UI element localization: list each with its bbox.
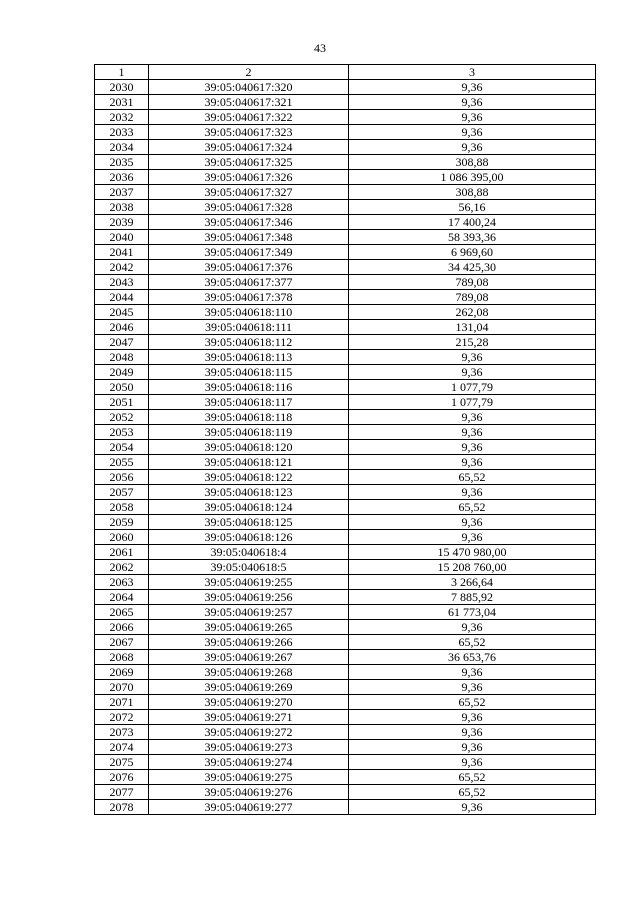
value-cell: 65,52 <box>349 770 596 785</box>
value-cell: 789,08 <box>349 275 596 290</box>
value-cell: 1 086 395,00 <box>349 170 596 185</box>
value-cell: 9,36 <box>349 710 596 725</box>
cadastral-number-cell: 39:05:040617:327 <box>149 185 349 200</box>
row-number-cell: 2037 <box>95 185 149 200</box>
table-row <box>95 380 596 395</box>
row-number-cell: 2077 <box>95 785 149 800</box>
cadastral-number-cell: 39:05:040617:320 <box>149 80 349 95</box>
row-number-cell: 2073 <box>95 725 149 740</box>
value-cell: 65,52 <box>349 695 596 710</box>
value-cell: 61 773,04 <box>349 605 596 620</box>
table-row <box>95 230 596 245</box>
cadastral-number-cell: 39:05:040619:276 <box>149 785 349 800</box>
cadastral-number-cell: 39:05:040618:125 <box>149 515 349 530</box>
table-row <box>95 785 596 800</box>
value-cell: 9,36 <box>349 410 596 425</box>
row-number-cell: 2071 <box>95 695 149 710</box>
cadastral-number-cell: 39:05:040617:322 <box>149 110 349 125</box>
value-cell: 308,88 <box>349 185 596 200</box>
table-row <box>95 755 596 770</box>
cadastral-number-cell: 39:05:040619:255 <box>149 575 349 590</box>
row-number-cell: 2070 <box>95 680 149 695</box>
column-header-3: 3 <box>349 65 596 80</box>
cadastral-number-cell: 39:05:040618:110 <box>149 305 349 320</box>
table-row <box>95 125 596 140</box>
table-row <box>95 200 596 215</box>
cadastral-number-cell: 39:05:040617:346 <box>149 215 349 230</box>
row-number-cell: 2072 <box>95 710 149 725</box>
cadastral-number-cell: 39:05:040617:349 <box>149 245 349 260</box>
value-cell: 9,36 <box>349 440 596 455</box>
table-row <box>95 335 596 350</box>
value-cell: 65,52 <box>349 500 596 515</box>
value-cell: 9,36 <box>349 740 596 755</box>
row-number-cell: 2058 <box>95 500 149 515</box>
table-row <box>95 740 596 755</box>
value-cell: 131,04 <box>349 320 596 335</box>
value-cell: 9,36 <box>349 140 596 155</box>
table-row <box>95 680 596 695</box>
row-number-cell: 2075 <box>95 755 149 770</box>
value-cell: 9,36 <box>349 800 596 815</box>
cadastral-number-cell: 39:05:040619:277 <box>149 800 349 815</box>
row-number-cell: 2046 <box>95 320 149 335</box>
row-number-cell: 2044 <box>95 290 149 305</box>
cadastral-number-cell: 39:05:040618:117 <box>149 395 349 410</box>
cadastral-number-cell: 39:05:040619:275 <box>149 770 349 785</box>
cadastral-number-cell: 39:05:040617:321 <box>149 95 349 110</box>
value-cell: 9,36 <box>349 350 596 365</box>
table-row <box>95 275 596 290</box>
value-cell: 1 077,79 <box>349 395 596 410</box>
table-row <box>95 590 596 605</box>
row-number-cell: 2056 <box>95 470 149 485</box>
row-number-cell: 2078 <box>95 800 149 815</box>
row-number-cell: 2062 <box>95 560 149 575</box>
cadastral-number-cell: 39:05:040618:5 <box>149 560 349 575</box>
cadastral-number-cell: 39:05:040618:123 <box>149 485 349 500</box>
cadastral-number-cell: 39:05:040619:265 <box>149 620 349 635</box>
row-number-cell: 2034 <box>95 140 149 155</box>
table-row <box>95 470 596 485</box>
cadastral-number-cell: 39:05:040619:267 <box>149 650 349 665</box>
value-cell: 9,36 <box>349 455 596 470</box>
value-cell: 215,28 <box>349 335 596 350</box>
table-row <box>95 185 596 200</box>
row-number-cell: 2066 <box>95 620 149 635</box>
cadastral-number-cell: 39:05:040618:121 <box>149 455 349 470</box>
table-row <box>95 290 596 305</box>
table-row <box>95 350 596 365</box>
row-number-cell: 2054 <box>95 440 149 455</box>
cadastral-number-cell: 39:05:040618:124 <box>149 500 349 515</box>
row-number-cell: 2049 <box>95 365 149 380</box>
row-number-cell: 2032 <box>95 110 149 125</box>
table-row <box>95 575 596 590</box>
parcel-table <box>94 64 596 815</box>
row-number-cell: 2052 <box>95 410 149 425</box>
row-number-cell: 2047 <box>95 335 149 350</box>
value-cell: 56,16 <box>349 200 596 215</box>
table-row <box>95 725 596 740</box>
table-row <box>95 605 596 620</box>
row-number-cell: 2043 <box>95 275 149 290</box>
cadastral-number-cell: 39:05:040619:271 <box>149 710 349 725</box>
row-number-cell: 2064 <box>95 590 149 605</box>
value-cell: 9,36 <box>349 620 596 635</box>
value-cell: 9,36 <box>349 530 596 545</box>
cadastral-number-cell: 39:05:040617:328 <box>149 200 349 215</box>
table-row <box>95 455 596 470</box>
value-cell: 9,36 <box>349 80 596 95</box>
value-cell: 262,08 <box>349 305 596 320</box>
cadastral-number-cell: 39:05:040619:274 <box>149 755 349 770</box>
row-number-cell: 2059 <box>95 515 149 530</box>
row-number-cell: 2074 <box>95 740 149 755</box>
value-cell: 308,88 <box>349 155 596 170</box>
cadastral-number-cell: 39:05:040617:378 <box>149 290 349 305</box>
row-number-cell: 2065 <box>95 605 149 620</box>
cadastral-number-cell: 39:05:040619:257 <box>149 605 349 620</box>
header-row <box>95 65 596 80</box>
table-row <box>95 560 596 575</box>
row-number-cell: 2067 <box>95 635 149 650</box>
page-number: 43 <box>314 41 326 55</box>
cadastral-number-cell: 39:05:040619:273 <box>149 740 349 755</box>
row-number-cell: 2057 <box>95 485 149 500</box>
row-number-cell: 2068 <box>95 650 149 665</box>
table-row <box>95 395 596 410</box>
table-row <box>95 95 596 110</box>
value-cell: 9,36 <box>349 755 596 770</box>
row-number-cell: 2033 <box>95 125 149 140</box>
value-cell: 3 266,64 <box>349 575 596 590</box>
column-header-2: 2 <box>149 65 349 80</box>
cadastral-number-cell: 39:05:040618:120 <box>149 440 349 455</box>
row-number-cell: 2038 <box>95 200 149 215</box>
cadastral-number-cell: 39:05:040618:111 <box>149 320 349 335</box>
cadastral-number-cell: 39:05:040619:272 <box>149 725 349 740</box>
table-row <box>95 500 596 515</box>
value-cell: 65,52 <box>349 785 596 800</box>
cadastral-number-cell: 39:05:040617:323 <box>149 125 349 140</box>
value-cell: 9,36 <box>349 95 596 110</box>
column-header-1: 1 <box>95 65 149 80</box>
value-cell: 9,36 <box>349 425 596 440</box>
cadastral-number-cell: 39:05:040618:122 <box>149 470 349 485</box>
table-row <box>95 170 596 185</box>
value-cell: 65,52 <box>349 635 596 650</box>
row-number-cell: 2035 <box>95 155 149 170</box>
cadastral-number-cell: 39:05:040619:268 <box>149 665 349 680</box>
table-row <box>95 800 596 815</box>
value-cell: 9,36 <box>349 725 596 740</box>
cadastral-number-cell: 39:05:040619:256 <box>149 590 349 605</box>
table-row <box>95 485 596 500</box>
row-number-cell: 2069 <box>95 665 149 680</box>
value-cell: 9,36 <box>349 665 596 680</box>
cadastral-number-cell: 39:05:040618:116 <box>149 380 349 395</box>
cadastral-number-cell: 39:05:040618:4 <box>149 545 349 560</box>
cadastral-number-cell: 39:05:040618:113 <box>149 350 349 365</box>
value-cell: 9,36 <box>349 125 596 140</box>
value-cell: 1 077,79 <box>349 380 596 395</box>
table-row <box>95 515 596 530</box>
table-row <box>95 710 596 725</box>
row-number-cell: 2055 <box>95 455 149 470</box>
value-cell: 9,36 <box>349 485 596 500</box>
cadastral-number-cell: 39:05:040618:119 <box>149 425 349 440</box>
row-number-cell: 2041 <box>95 245 149 260</box>
table-row <box>95 770 596 785</box>
table-row <box>95 620 596 635</box>
table-row <box>95 80 596 95</box>
value-cell: 58 393,36 <box>349 230 596 245</box>
row-number-cell: 2030 <box>95 80 149 95</box>
cadastral-number-cell: 39:05:040617:348 <box>149 230 349 245</box>
cadastral-number-cell: 39:05:040617:377 <box>149 275 349 290</box>
table-row <box>95 110 596 125</box>
value-cell: 6 969,60 <box>349 245 596 260</box>
cadastral-number-cell: 39:05:040618:118 <box>149 410 349 425</box>
table-row <box>95 425 596 440</box>
row-number-cell: 2031 <box>95 95 149 110</box>
cadastral-number-cell: 39:05:040618:112 <box>149 335 349 350</box>
table-row <box>95 650 596 665</box>
value-cell: 9,36 <box>349 515 596 530</box>
table-row <box>95 665 596 680</box>
table-row <box>95 530 596 545</box>
row-number-cell: 2039 <box>95 215 149 230</box>
row-number-cell: 2063 <box>95 575 149 590</box>
table-row <box>95 635 596 650</box>
value-cell: 15 470 980,00 <box>349 545 596 560</box>
table-row <box>95 215 596 230</box>
row-number-cell: 2060 <box>95 530 149 545</box>
cadastral-number-cell: 39:05:040618:126 <box>149 530 349 545</box>
value-cell: 34 425,30 <box>349 260 596 275</box>
value-cell: 789,08 <box>349 290 596 305</box>
value-cell: 36 653,76 <box>349 650 596 665</box>
row-number-cell: 2036 <box>95 170 149 185</box>
cadastral-number-cell: 39:05:040618:115 <box>149 365 349 380</box>
row-number-cell: 2040 <box>95 230 149 245</box>
value-cell: 9,36 <box>349 365 596 380</box>
value-cell: 15 208 760,00 <box>349 560 596 575</box>
table-row <box>95 440 596 455</box>
row-number-cell: 2061 <box>95 545 149 560</box>
cadastral-number-cell: 39:05:040619:270 <box>149 695 349 710</box>
table-row <box>95 410 596 425</box>
row-number-cell: 2048 <box>95 350 149 365</box>
cadastral-number-cell: 39:05:040619:266 <box>149 635 349 650</box>
table-row <box>95 320 596 335</box>
cadastral-number-cell: 39:05:040617:324 <box>149 140 349 155</box>
row-number-cell: 2045 <box>95 305 149 320</box>
value-cell: 9,36 <box>349 680 596 695</box>
table-row <box>95 155 596 170</box>
cadastral-number-cell: 39:05:040617:376 <box>149 260 349 275</box>
cadastral-number-cell: 39:05:040617:326 <box>149 170 349 185</box>
table-row <box>95 140 596 155</box>
table-row <box>95 245 596 260</box>
row-number-cell: 2050 <box>95 380 149 395</box>
row-number-cell: 2076 <box>95 770 149 785</box>
table-row <box>95 695 596 710</box>
table-row <box>95 260 596 275</box>
cadastral-number-cell: 39:05:040619:269 <box>149 680 349 695</box>
value-cell: 7 885,92 <box>349 590 596 605</box>
value-cell: 65,52 <box>349 470 596 485</box>
table-row <box>95 305 596 320</box>
value-cell: 17 400,24 <box>349 215 596 230</box>
table-row <box>95 545 596 560</box>
row-number-cell: 2053 <box>95 425 149 440</box>
table-row <box>95 365 596 380</box>
row-number-cell: 2042 <box>95 260 149 275</box>
cadastral-number-cell: 39:05:040617:325 <box>149 155 349 170</box>
value-cell: 9,36 <box>349 110 596 125</box>
row-number-cell: 2051 <box>95 395 149 410</box>
